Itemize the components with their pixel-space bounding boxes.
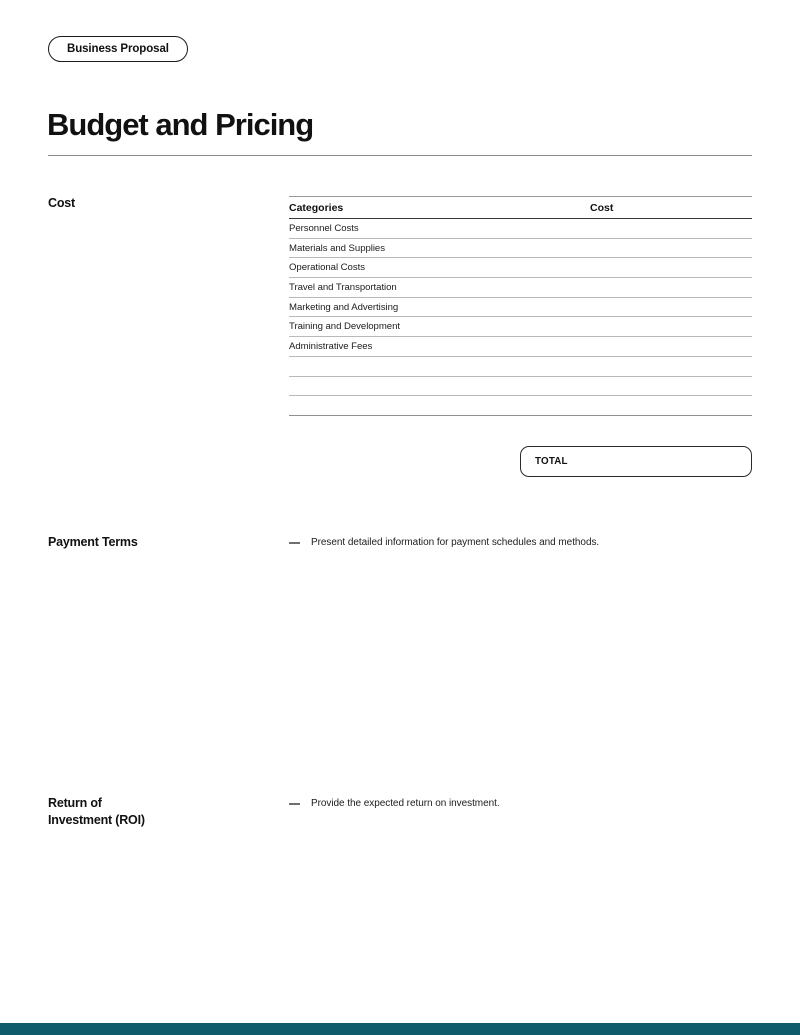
roi-note-text: Provide the expected return on investment.: [311, 798, 500, 809]
table-row[interactable]: [289, 377, 752, 397]
column-header-cost: Cost: [590, 201, 614, 214]
row-category: Marketing and Advertising: [289, 301, 399, 313]
cost-table: [289, 196, 752, 416]
dash-icon: [289, 542, 300, 544]
section-label-roi-line1: Return of: [48, 796, 102, 810]
footer-accent-bar: [0, 1023, 800, 1035]
table-row[interactable]: [289, 298, 752, 318]
table-row[interactable]: [289, 278, 752, 298]
table-row[interactable]: [289, 337, 752, 357]
row-category: Materials and Supplies: [289, 242, 385, 254]
row-category: Administrative Fees: [289, 340, 373, 352]
roi-note: [289, 797, 500, 811]
table-header-row: [289, 197, 752, 219]
document-type-badge: [48, 36, 188, 62]
table-row[interactable]: [289, 396, 752, 416]
table-row[interactable]: [289, 219, 752, 239]
total-box[interactable]: [520, 446, 752, 477]
total-label: TOTAL: [535, 456, 568, 467]
document-type-badge-label: Business Proposal: [67, 43, 169, 55]
section-label-roi: [48, 795, 228, 829]
row-category: Personnel Costs: [289, 222, 359, 234]
column-header-categories: Categories: [289, 201, 344, 214]
row-category: Travel and Transportation: [289, 281, 397, 293]
section-label-roi-line2: Investment (ROI): [48, 812, 145, 827]
row-category: Operational Costs: [289, 262, 365, 274]
title-divider: [48, 155, 752, 156]
table-row[interactable]: [289, 239, 752, 259]
page-title: Budget and Pricing: [47, 107, 314, 142]
section-label-cost: Cost: [48, 196, 75, 210]
table-row[interactable]: [289, 258, 752, 278]
row-category: Training and Development: [289, 321, 400, 333]
payment-terms-note-text: Present detailed information for payment schedules and methods.: [311, 537, 600, 548]
payment-terms-note: [289, 536, 599, 550]
section-label-payment-terms: Payment Terms: [48, 535, 138, 549]
table-row[interactable]: [289, 317, 752, 337]
table-row[interactable]: [289, 357, 752, 377]
dash-icon: [289, 803, 300, 805]
